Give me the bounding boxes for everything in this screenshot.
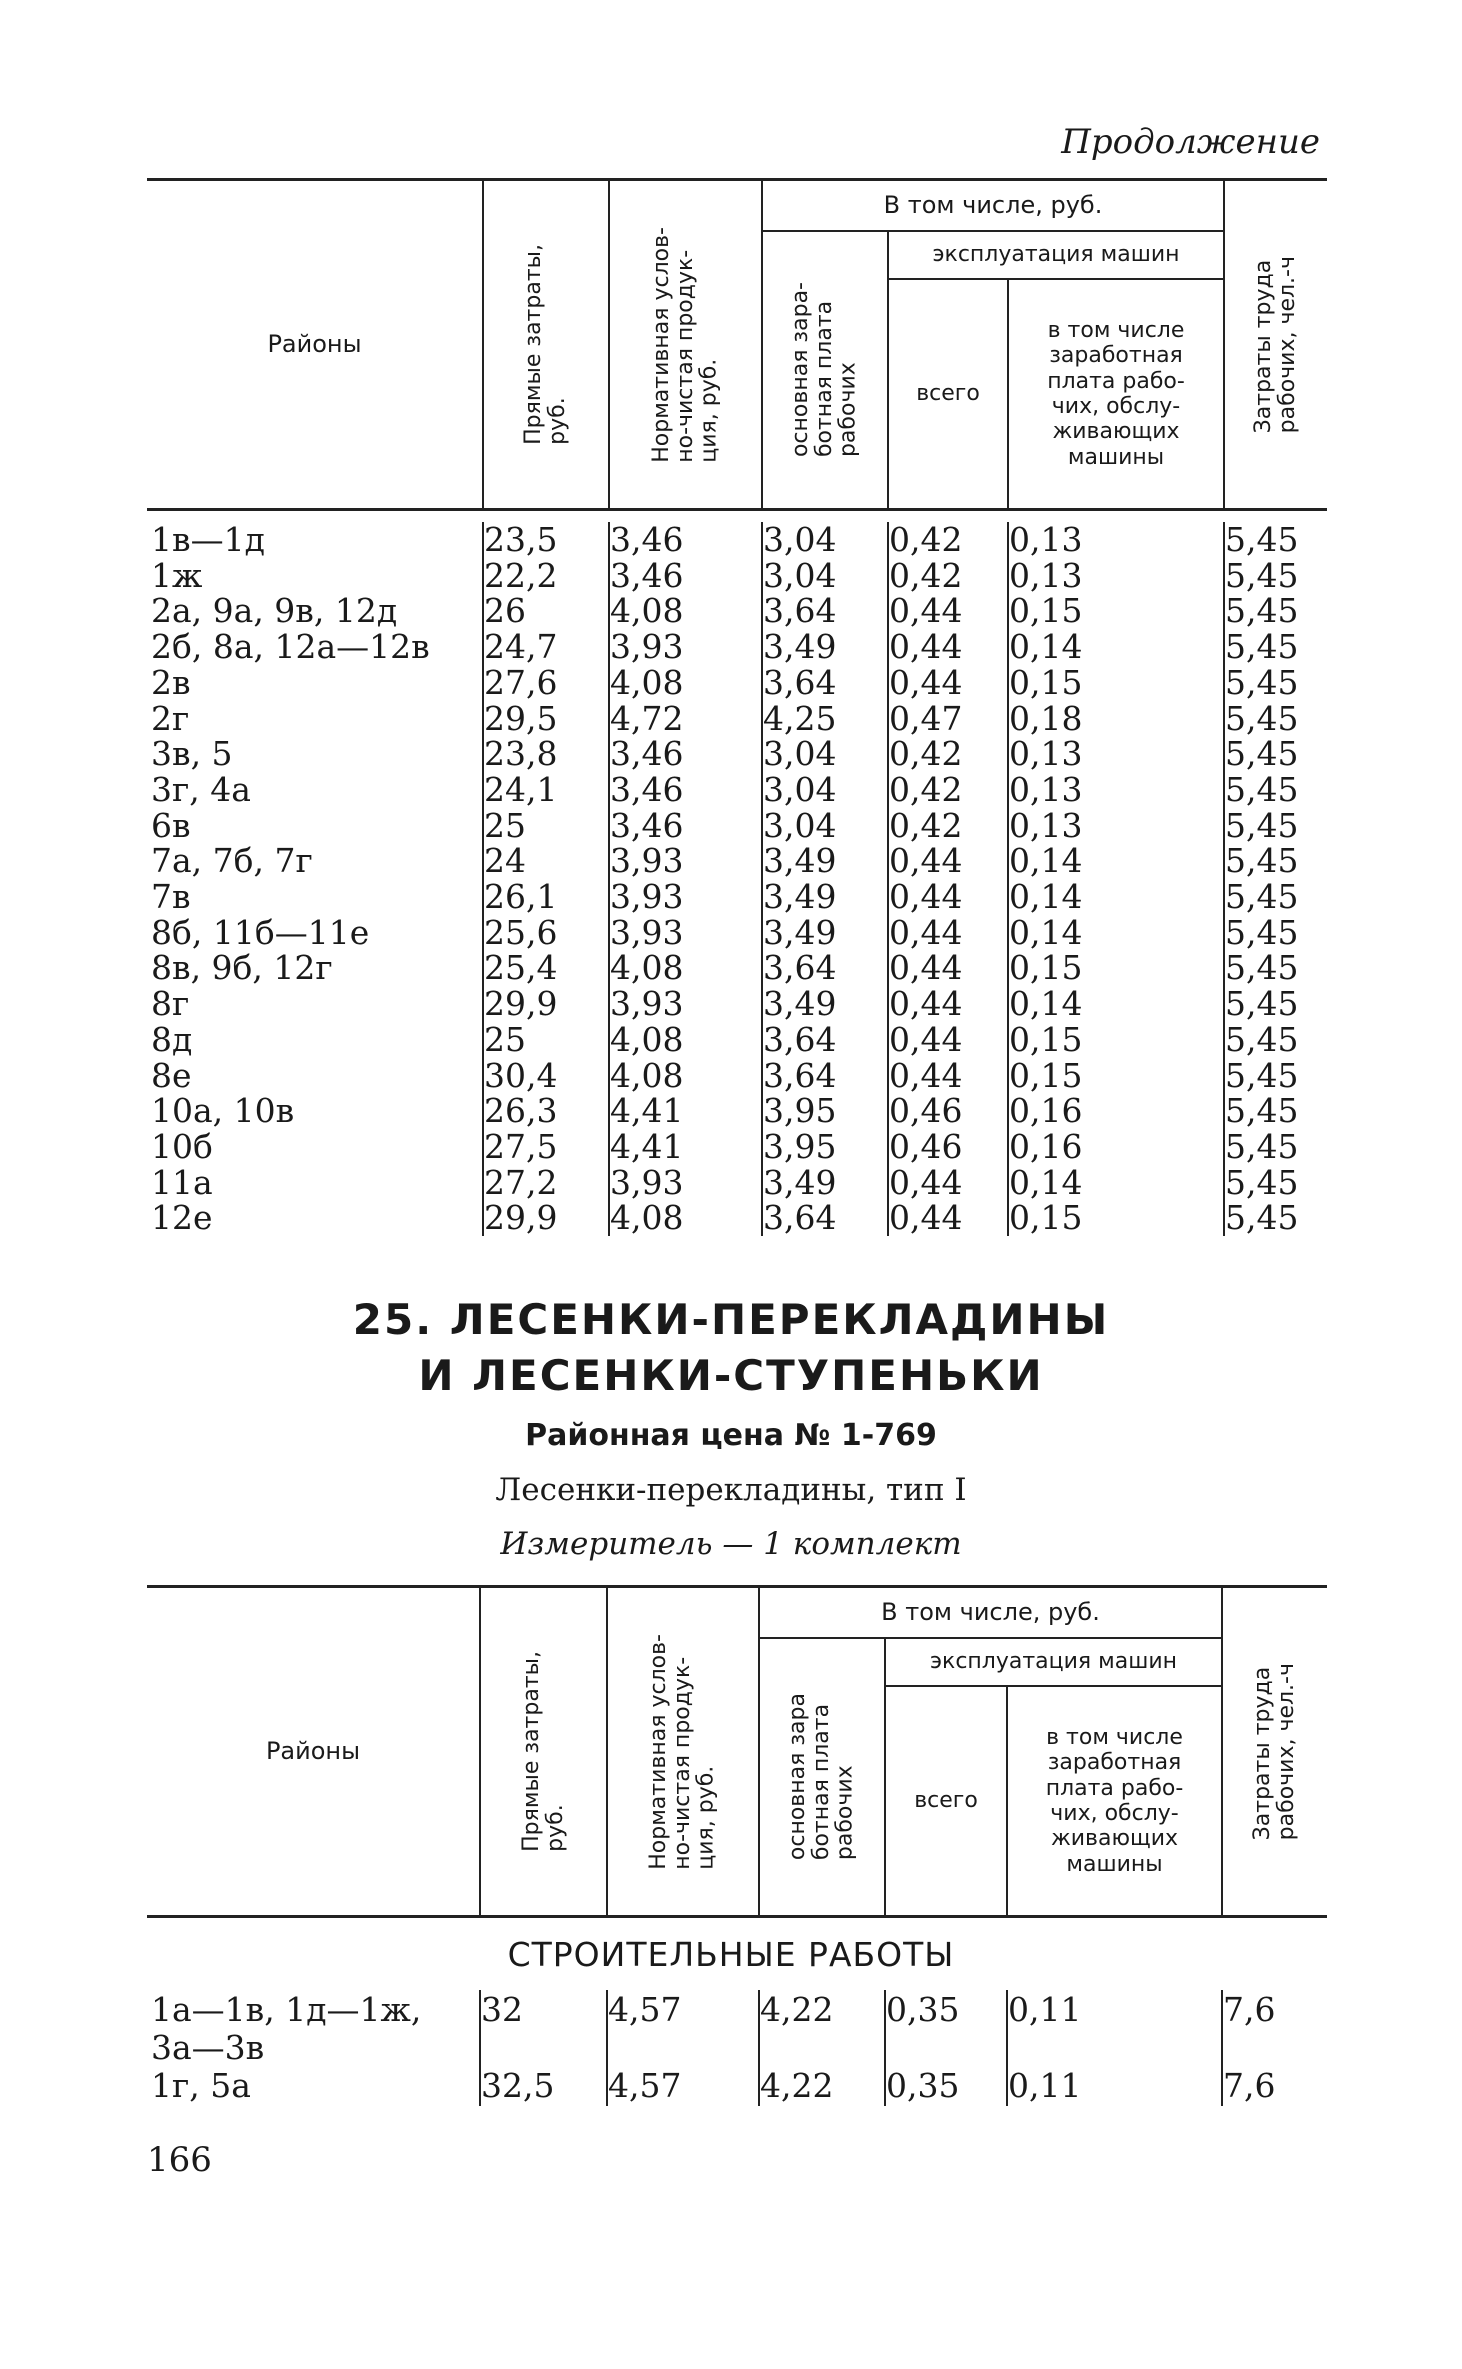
header-direct-costs: Прямые затраты, руб. [518,1651,568,1852]
machine-wage-cell: 0,15 [1008,950,1224,986]
normative-cell: 3,46 [609,808,762,844]
base-wage-cell: 3,49 [762,629,888,665]
section-title-line2: И ЛЕСЕНКИ-СТУПЕНЬКИ [418,1351,1044,1400]
machine-wage-cell: 0,11 [1007,2066,1222,2106]
table-row [147,1093,1327,1129]
normative-cell: 4,08 [609,950,762,986]
table-row [147,1165,1327,1201]
machine-wage-cell: 0,18 [1008,701,1224,737]
machine-wage-cell: 0,16 [1008,1093,1224,1129]
direct-costs-cell: 27,2 [483,1165,609,1201]
direct-costs-cell: 29,9 [483,986,609,1022]
machine-total-cell: 0,44 [888,593,1008,629]
table-row [147,629,1327,665]
table-row [147,1990,1327,2030]
normative-cell [607,2030,759,2066]
machine-total-cell: 0,35 [885,2066,1007,2106]
direct-costs-cell: 32 [480,1990,607,2030]
table-row [147,950,1327,986]
region-cell: 1в—1д [151,520,265,559]
labor-cell: 5,45 [1224,1129,1327,1165]
region-cell: 7а, 7б, 7г [151,841,313,881]
base-wage-cell: 3,49 [762,879,888,915]
base-wage-cell: 4,22 [759,2066,885,2106]
header-direct-costs: Прямые затраты, руб. [521,244,570,445]
machine-total-cell: 0,44 [888,986,1008,1022]
normative-cell: 4,08 [609,665,762,701]
direct-costs-cell: 32,5 [480,2066,607,2106]
table-row [147,879,1327,915]
labor-cell: 5,45 [1224,1200,1327,1236]
table2-header-rule [147,1915,1327,1918]
region-cell: 11а [151,1162,213,1202]
header-regions: Районы [265,1736,361,1765]
labor-cell: 5,45 [1224,808,1327,844]
direct-costs-cell: 22,2 [483,558,609,594]
normative-cell: 4,72 [609,701,762,737]
header-labor: Затраты труда рабочих, чел.-ч [1251,255,1301,434]
region-cell: 3в, 5 [151,734,233,774]
region-cell: 2в [151,662,191,702]
normative-cell: 3,93 [609,915,762,951]
base-wage-cell: 3,49 [762,1165,888,1201]
labor-cell: 5,45 [1224,1165,1327,1201]
normative-cell: 3,46 [609,772,762,808]
table-row [147,1200,1327,1236]
base-wage-cell: 3,64 [762,1200,888,1236]
base-wage-cell: 3,04 [762,558,888,594]
normative-cell: 4,08 [609,1058,762,1094]
base-wage-cell: 4,25 [762,701,888,737]
table-row [147,1129,1327,1165]
machine-wage-cell: 0,14 [1008,986,1224,1022]
labor-cell: 5,45 [1224,629,1327,665]
machine-total-cell: 0,44 [888,915,1008,951]
base-wage-cell: 3,64 [762,1058,888,1094]
labor-cell: 5,45 [1224,522,1327,558]
category-label: СТРОИТЕЛЬНЫЕ РАБОТЫ [507,1935,955,1974]
region-cell: 8в, 9б, 12г [151,948,333,988]
machine-total-cell: 0,44 [888,1165,1008,1201]
region-cell: 10б [151,1126,213,1166]
direct-costs-cell: 30,4 [483,1058,609,1094]
labor-cell: 5,45 [1224,1022,1327,1058]
base-wage-cell: 4,22 [759,1990,885,2030]
labor-cell: 5,45 [1224,593,1327,629]
machine-wage-cell: 0,13 [1008,736,1224,772]
normative-cell: 4,41 [609,1129,762,1165]
direct-costs-cell: 24,7 [483,629,609,665]
normative-cell: 4,08 [609,1022,762,1058]
header-total: всего [914,1788,978,1814]
machine-total-cell: 0,42 [888,808,1008,844]
machine-total-cell: 0,44 [888,629,1008,665]
header-regions: Районы [267,329,362,358]
measure-unit: Измеритель — 1 комплект [500,1526,962,1562]
base-wage-cell [759,2030,885,2066]
item-subtitle: Лесенки-перекладины, тип I [495,1472,967,1508]
machine-wage-cell: 0,15 [1008,1022,1224,1058]
base-wage-cell: 3,49 [762,986,888,1022]
base-wage-cell: 3,64 [762,950,888,986]
direct-costs-cell: 26,1 [483,879,609,915]
header-including: В том числе, руб. [881,1597,1100,1626]
base-wage-cell: 3,49 [762,843,888,879]
region-cell: 2г [151,698,190,738]
labor-cell: 5,45 [1224,879,1327,915]
machine-wage-cell: 0,16 [1008,1129,1224,1165]
header-machine-op: эксплуатация машин [929,1649,1178,1675]
machine-wage-cell: 0,15 [1008,1200,1224,1236]
direct-costs-cell: 23,5 [483,522,609,558]
header-normative: Нормативная услов- но-чистая продук- ция, руб. [648,226,722,463]
machine-total-cell: 0,44 [888,1022,1008,1058]
header-base-wage: основная зара- ботная плата рабочих [788,282,861,458]
machine-total-cell: 0,44 [888,665,1008,701]
direct-costs-cell: 25 [483,808,609,844]
direct-costs-cell: 26 [483,593,609,629]
region-cell: 8д [151,1019,193,1059]
region-cell: 2а, 9а, 9в, 12д [151,591,398,631]
labor-cell: 5,45 [1224,986,1327,1022]
region-cell: 12е [151,1198,213,1238]
machine-total-cell: 0,42 [888,522,1008,558]
normative-cell: 3,46 [609,736,762,772]
machine-total-cell: 0,46 [888,1129,1008,1165]
table2-header [147,1588,1327,1915]
header-machine-op: эксплуатация машин [932,242,1180,268]
machine-wage-cell: 0,15 [1008,1058,1224,1094]
normative-cell: 4,57 [607,1990,759,2030]
direct-costs-cell: 23,8 [483,736,609,772]
machine-wage-cell: 0,14 [1008,843,1224,879]
region-cell: 3а—3в [151,2028,265,2067]
machine-total-cell: 0,42 [888,772,1008,808]
table-row [147,1022,1327,1058]
region-cell: 1г, 5а [151,2065,251,2105]
base-wage-cell: 3,04 [762,522,888,558]
direct-costs-cell: 27,5 [483,1129,609,1165]
direct-costs-cell [480,2030,607,2066]
normative-cell: 3,93 [609,629,762,665]
table-row [147,2066,1327,2106]
table-row [147,843,1327,879]
base-wage-cell: 3,64 [762,593,888,629]
region-cell: 8е [151,1055,192,1095]
region-cell: 8г [151,984,190,1024]
table-row [147,593,1327,629]
machine-wage-cell: 0,14 [1008,915,1224,951]
labor-cell: 5,45 [1224,843,1327,879]
section-title-line1: 25. ЛЕСЕНКИ-ПЕРЕКЛАДИНЫ [352,1295,1110,1344]
price-title: Районная цена № 1-769 [525,1418,937,1453]
normative-cell: 4,57 [607,2066,759,2106]
normative-cell: 4,41 [609,1093,762,1129]
machine-total-cell: 0,44 [888,843,1008,879]
table-row [147,736,1327,772]
table-row [147,915,1327,951]
machine-total-cell: 0,44 [888,879,1008,915]
region-cell: 6в [151,805,191,845]
table1-body [147,522,1327,1236]
direct-costs-cell: 29,9 [483,1200,609,1236]
base-wage-cell: 3,95 [762,1129,888,1165]
machine-total-cell: 0,42 [888,558,1008,594]
normative-cell: 3,93 [609,1165,762,1201]
header-labor: Затраты труда рабочих, чел.-ч [1250,1662,1300,1841]
table-row [147,2030,1327,2066]
machine-total-cell: 0,44 [888,1200,1008,1236]
machine-total-cell: 0,46 [888,1093,1008,1129]
normative-cell: 3,93 [609,879,762,915]
normative-cell: 3,93 [609,843,762,879]
continued-label: Продолжение [1061,122,1320,162]
labor-cell: 5,45 [1224,1058,1327,1094]
labor-cell: 5,45 [1224,915,1327,951]
base-wage-cell: 3,04 [762,736,888,772]
labor-cell: 5,45 [1224,1093,1327,1129]
labor-cell: 5,45 [1224,772,1327,808]
normative-cell: 3,93 [609,986,762,1022]
direct-costs-cell: 26,3 [483,1093,609,1129]
table-row [147,701,1327,737]
region-cell: 2б, 8а, 12а—12в [151,627,430,667]
machine-wage-cell: 0,15 [1008,593,1224,629]
machine-wage-cell: 0,13 [1008,772,1224,808]
base-wage-cell: 3,04 [762,772,888,808]
direct-costs-cell: 25,6 [483,915,609,951]
direct-costs-cell: 25,4 [483,950,609,986]
table1-header [147,181,1327,508]
region-cell: 10а, 10в [151,1091,295,1131]
labor-cell [1222,2030,1327,2066]
normative-cell: 4,08 [609,593,762,629]
table-row [147,986,1327,1022]
labor-cell: 7,6 [1222,1990,1327,2030]
machine-wage-cell: 0,13 [1008,808,1224,844]
machine-total-cell: 0,44 [888,950,1008,986]
labor-cell: 5,45 [1224,950,1327,986]
table-row [147,665,1327,701]
table1-header-rule [147,508,1327,511]
machine-wage-cell: 0,13 [1008,522,1224,558]
region-cell: 7в [151,877,191,917]
direct-costs-cell: 24 [483,843,609,879]
machine-total-cell: 0,44 [888,1058,1008,1094]
table-row [147,558,1327,594]
machine-total-cell: 0,47 [888,701,1008,737]
labor-cell: 5,45 [1224,665,1327,701]
labor-cell: 5,45 [1224,558,1327,594]
direct-costs-cell: 25 [483,1022,609,1058]
machine-wage-cell: 0,14 [1008,1165,1224,1201]
normative-cell: 4,08 [609,1200,762,1236]
header-incl-wage: в том числе заработная плата рабо- чих, обслу- живающих машины [1045,1725,1184,1877]
region-cell: 3г, 4а [151,769,251,809]
direct-costs-cell: 24,1 [483,772,609,808]
machine-wage-cell: 0,15 [1008,665,1224,701]
region-cell: 1ж [151,555,203,595]
header-including: В том числе, руб. [883,190,1103,219]
labor-cell: 5,45 [1224,736,1327,772]
machine-wage-cell: 0,14 [1008,629,1224,665]
labor-cell: 5,45 [1224,701,1327,737]
normative-cell: 3,46 [609,558,762,594]
direct-costs-cell: 27,6 [483,665,609,701]
labor-cell: 7,6 [1222,2066,1327,2106]
region-cell: 8б, 11б—11е [151,912,370,952]
page-number: 166 [147,2140,212,2180]
machine-wage-cell: 0,11 [1007,1990,1222,2030]
header-total: всего [916,381,980,407]
header-normative: Нормативная услов- но-чистая продук- ция, руб. [646,1633,719,1870]
direct-costs-cell: 29,5 [483,701,609,737]
normative-cell: 3,46 [609,522,762,558]
machine-total-cell: 0,35 [885,1990,1007,2030]
table-row [147,808,1327,844]
table2-body [147,1990,1327,2106]
table-row [147,522,1327,558]
header-incl-wage: в том числе заработная плата рабо- чих, обслу- живающих машины [1047,318,1185,470]
header-base-wage: основная зара ботная плата рабочих [785,1693,858,1861]
base-wage-cell: 3,95 [762,1093,888,1129]
machine-total-cell: 0,42 [888,736,1008,772]
base-wage-cell: 3,64 [762,1022,888,1058]
base-wage-cell: 3,04 [762,808,888,844]
machine-wage-cell: 0,13 [1008,558,1224,594]
machine-total-cell [885,2030,1007,2066]
base-wage-cell: 3,64 [762,665,888,701]
machine-wage-cell [1007,2030,1222,2066]
region-cell: 1а—1в, 1д—1ж, [151,1990,422,2030]
table-row [147,1058,1327,1094]
table-row [147,772,1327,808]
base-wage-cell: 3,49 [762,915,888,951]
machine-wage-cell: 0,14 [1008,879,1224,915]
